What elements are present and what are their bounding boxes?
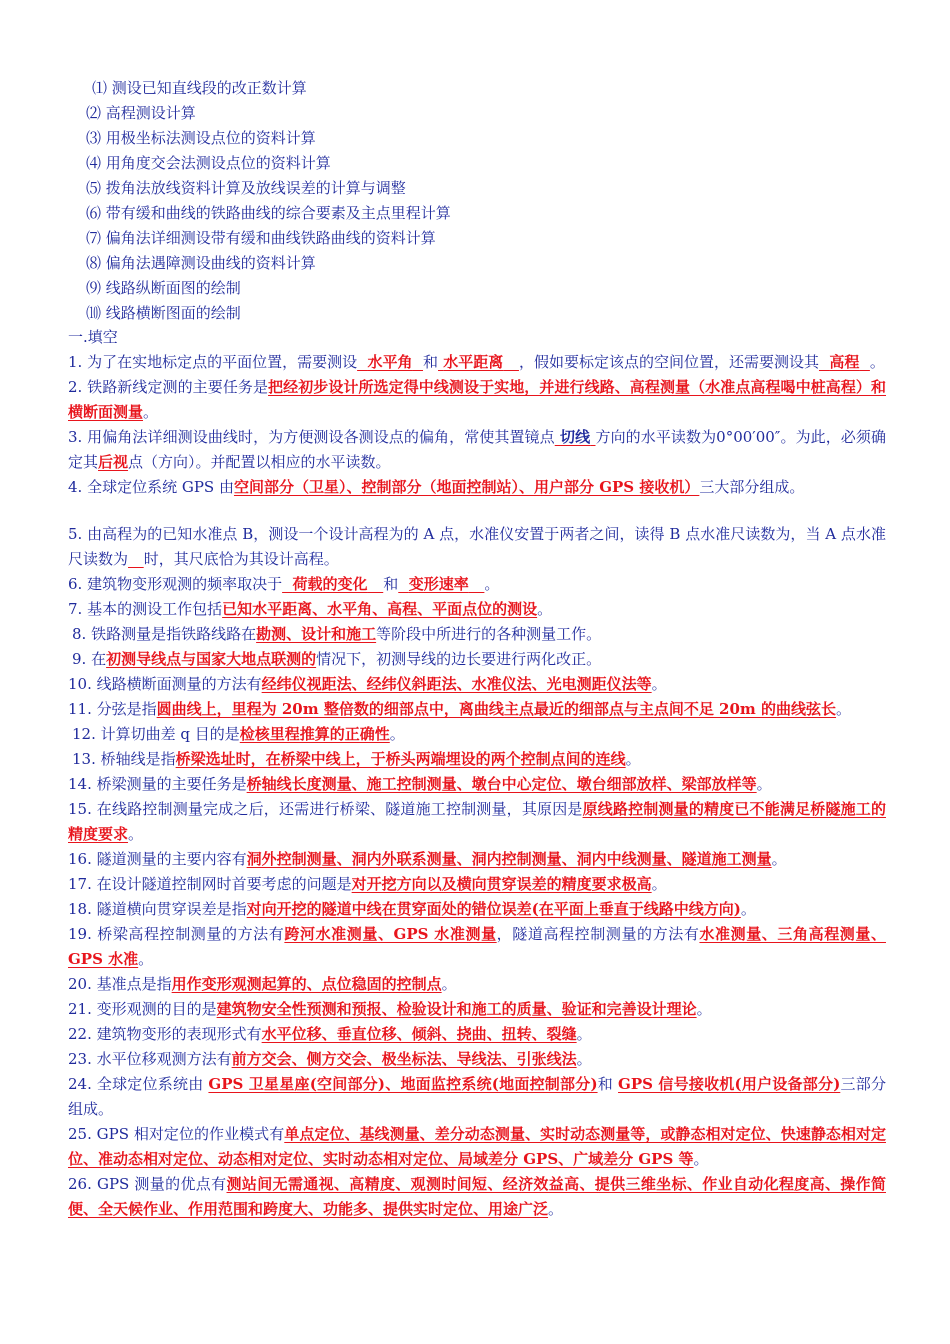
question-text: 17. 在设计隧道控制网时首要考虑的问题是 xyxy=(68,875,352,893)
question-text: 三大部分组成。 xyxy=(699,478,805,496)
question-text: 。 xyxy=(740,900,756,918)
answer-blank: 已知水平距离、水平角、高程、平面点位的测设 xyxy=(222,600,538,618)
question-text: 15. 在线路控制测量完成之后，还需进行桥梁、隧道施工控制测量，其原因是 xyxy=(68,800,583,818)
answer-blank: 桥轴线长度测量、施工控制测量、墩台中心定位、墩台细部放样、梁部放样等 xyxy=(246,775,757,793)
toc-item: ⑽ 线路横断图面的绘制 xyxy=(86,304,241,322)
question-5 xyxy=(68,522,886,572)
question-4 xyxy=(68,475,886,500)
question-19 xyxy=(68,922,886,972)
question-text: 16. 隧道测量的主要内容有 xyxy=(68,850,247,868)
question-text: 和 xyxy=(423,353,439,371)
toc-item: ⑷ 用角度交会法测设点位的资料计算 xyxy=(86,154,331,172)
question-text: 。 xyxy=(693,1150,709,1168)
question-26 xyxy=(68,1172,886,1222)
answer-blank: 高程 xyxy=(829,353,860,371)
question-text: 。 xyxy=(389,725,405,743)
question-text: 26. GPS 测量的优点有 xyxy=(68,1175,227,1193)
question-text: 7. 基本的测设工作包括 xyxy=(68,600,223,618)
answer-blank: 水平位移、垂直位移、倾斜、挠曲、扭转、裂缝 xyxy=(261,1025,577,1043)
question-text: 4. 全球定位系统 GPS 由 xyxy=(68,478,234,496)
question-15 xyxy=(68,797,886,847)
answer-blank: 变形速率 xyxy=(408,575,469,593)
question-text: 1. 为了在实地标定点的平面位置，需要测设 xyxy=(68,353,358,371)
question-24 xyxy=(68,1072,886,1122)
answer-blank: 水准测量、三角高程测量、GPS 水准 xyxy=(68,925,886,968)
question-text: 18. 隧道横向贯穿误差是指 xyxy=(68,900,247,918)
question-text: 。 xyxy=(836,700,852,718)
answer-blank: 桥梁选址时，在桥梁中线上，于桥头两端埋设的两个控制点间的连线 xyxy=(175,750,626,768)
question-2 xyxy=(68,375,886,425)
question-text: 。 xyxy=(537,600,553,618)
answer-blank: 荷载的变化 xyxy=(292,575,368,593)
calculation-topics-list xyxy=(86,76,451,326)
question-text: 23. 水平位移观测方法有 xyxy=(68,1050,232,1068)
question-text: 20. 基准点是指 xyxy=(68,975,172,993)
question-text: 6. 建筑物变形观测的频率取决于 xyxy=(68,575,283,593)
toc-item: ⑸ 拨角法放线资料计算及放线误差的计算与调整 xyxy=(86,179,406,197)
answer-blank: 建筑物安全性预测和预报、检验设计和施工的质量、验证和完善设计理论 xyxy=(216,1000,697,1018)
question-text: 14. 桥梁测量的主要任务是 xyxy=(68,775,247,793)
question-13 xyxy=(68,747,886,772)
answer-blank: GPS 信号接收机(用户设备部分) xyxy=(618,1075,841,1093)
toc-item: ⑻ 偏角法遇障测设曲线的资料计算 xyxy=(86,254,316,272)
question-9 xyxy=(68,647,886,672)
answer-blank: 洞外控制测量、洞内外联系测量、洞内控制测量、洞内中线测量、隧道施工测量 xyxy=(246,850,772,868)
question-text: 12. 计算切曲差 q 目的是 xyxy=(72,725,240,743)
question-text: 8. 铁路测量是指铁路线路在 xyxy=(72,625,257,643)
question-text: 19. 桥梁高程控制测量的方法有 xyxy=(68,925,285,943)
answer-blank: 前方交会、侧方交会、极坐标法、导线法、引张线法 xyxy=(231,1050,577,1068)
question-8 xyxy=(68,622,886,647)
question-17 xyxy=(68,872,886,897)
question-text: 。 xyxy=(484,575,500,593)
toc-item: ⑵ 高程测设计算 xyxy=(86,104,196,122)
answer-blank: 圆曲线上，里程为 20m 整倍数的细部点中，离曲线主点最近的细部点与主点间不足 20m 的曲线弦长 xyxy=(156,700,837,718)
question-text: ，隧道高程控制测量的方法有 xyxy=(496,925,700,943)
question-text: 。 xyxy=(441,975,457,993)
question-text: 。 xyxy=(128,825,144,843)
question-text: 点（方向）。并配置以相应的水平读数。 xyxy=(128,453,391,471)
answer-blank: 对向开挖的隧道中线在贯穿面处的错位误差(在平面上垂直于线路中线方向) xyxy=(246,900,741,918)
question-text: 。 xyxy=(143,403,159,421)
question-text: 9. 在 xyxy=(72,650,107,668)
question-text: 。 xyxy=(625,750,641,768)
answer-blank: 初测导线点与国家大地点联测的 xyxy=(106,650,317,668)
answer-blank: 用作变形观测起算的、点位稳固的控制点 xyxy=(171,975,442,993)
question-text: 。 xyxy=(138,950,154,968)
question-text: 3. 用偏角法详细测设曲线时，为方便测设各测设点的偏角，常使其置镜点 xyxy=(68,428,555,446)
question-16 xyxy=(68,847,886,872)
question-text: 。 xyxy=(869,353,885,371)
question-text: 。 xyxy=(576,1025,592,1043)
question-21 xyxy=(68,997,886,1022)
question-7 xyxy=(68,597,886,622)
question-25 xyxy=(68,1122,886,1172)
question-6 xyxy=(68,572,886,597)
answer-blank: 后视 xyxy=(98,453,129,471)
toc-item: ⑺ 偏角法详细测设带有缓和曲线铁路曲线的资料计算 xyxy=(86,229,436,247)
question-23 xyxy=(68,1047,886,1072)
question-11 xyxy=(68,697,886,722)
question-text: ，假如要标定该点的空间位置，还需要测设其 xyxy=(518,353,819,371)
question-20 xyxy=(68,972,886,997)
question-10 xyxy=(68,672,886,697)
fill-in-questions xyxy=(68,350,886,1222)
question-text: 。 xyxy=(548,1200,564,1218)
answer-blank: 水平角 xyxy=(367,353,413,371)
question-text: 和 xyxy=(597,1075,619,1093)
question-12 xyxy=(68,722,886,747)
spacer xyxy=(68,500,886,522)
answer-blank: 水平距离 xyxy=(443,353,504,371)
question-text: 10. 线路横断面测量的方法有 xyxy=(68,675,262,693)
question-text: 24. 全球定位系统由 xyxy=(68,1075,209,1093)
answer-blank: GPS 卫星星座(空间部分)、地面监控系统(地面控制部分) xyxy=(208,1075,598,1093)
question-text: 情况下，初测导线的边长要进行两化改正。 xyxy=(316,650,602,668)
question-text: 。 xyxy=(756,775,772,793)
answer-blank: 切线 xyxy=(560,428,591,446)
question-text: 方向的水平读数为0°00′00″。为此，必须确定其 xyxy=(68,428,886,471)
answer-blank: 检核里程推算的正确性 xyxy=(239,725,390,743)
question-14 xyxy=(68,772,886,797)
question-text: 时，其尺底恰为其设计高程。 xyxy=(143,550,339,568)
question-text: 。 xyxy=(651,875,667,893)
answer-blank: 空间部分（卫星）、控制部分（地面控制站）、用户部分 GPS 接收机） xyxy=(233,478,700,496)
answer-blank: 跨河水准测量、GPS 水准测量 xyxy=(284,925,497,943)
question-text: 和 xyxy=(383,575,399,593)
answer-blank: 对开挖方向以及横向贯穿误差的精度要求极高 xyxy=(351,875,652,893)
toc-item: ⑼ 线路纵断面图的绘制 xyxy=(86,279,241,297)
question-22 xyxy=(68,1022,886,1047)
question-18 xyxy=(68,897,886,922)
question-text: 25. GPS 相对定位的作业模式有 xyxy=(68,1125,285,1143)
question-text: 13. 桥轴线是指 xyxy=(72,750,176,768)
question-text: 。 xyxy=(576,1050,592,1068)
question-3 xyxy=(68,425,886,475)
question-text: 22. 建筑物变形的表现形式有 xyxy=(68,1025,262,1043)
question-text: 2. 铁路新线定测的主要任务是 xyxy=(68,378,269,396)
question-text: 三部分组成。 xyxy=(68,1075,886,1118)
question-text: 5. 由高程为的已知水准点 B，测设一个设计高程为的 A 点，水准仪安置于两者之间，读得 B 点水准尺读数为，当 A 点水准尺读数为 xyxy=(68,525,886,568)
toc-item: ⑶ 用极坐标法测设点位的资料计算 xyxy=(86,129,316,147)
question-text: 等阶段中所进行的各种测量工作。 xyxy=(376,625,602,643)
section-title: 一.填空 xyxy=(68,328,118,346)
answer-blank: 勘测、设计和施工 xyxy=(256,625,377,643)
question-text: 21. 变形观测的目的是 xyxy=(68,1000,217,1018)
question-text: 。 xyxy=(771,850,787,868)
question-text: 11. 分弦是指 xyxy=(68,700,157,718)
answer-blank: 测站间无需通视、高精度、观测时间短、经济效益高、提供三维坐标、作业自动化程度高、操作简便、全天候作业、作用范围和跨度大、功能多、提供实时定位、用途广泛 xyxy=(68,1175,886,1218)
answer-blank: 原线路控制测量的精度已不能满足桥隧施工的精度要求 xyxy=(68,800,886,843)
answer-blank: 经纬仪视距法、经纬仪斜距法、水准仪法、光电测距仪法等 xyxy=(261,675,652,693)
question-1 xyxy=(68,350,886,375)
answer-blank xyxy=(128,550,144,568)
question-text: 。 xyxy=(651,675,667,693)
answer-blank: 把经初步设计所选定得中线测设于实地，并进行线路、高程测量（水准点高程喝中桩高程）和横断面测量 xyxy=(68,378,886,421)
question-text: 。 xyxy=(696,1000,712,1018)
toc-item: ⑴ 测设已知直线段的改正数计算 xyxy=(92,79,307,97)
toc-item: ⑹ 带有缓和曲线的铁路曲线的综合要素及主点里程计算 xyxy=(86,204,451,222)
answer-blank: 单点定位、基线测量、差分动态测量、实时动态测量等，或静态相对定位、快速静态相对定位、准动态相对定位、动态相对定位、实时动态相对定位、局域差分 GPS、广域差分 GPS 等 xyxy=(68,1125,886,1168)
